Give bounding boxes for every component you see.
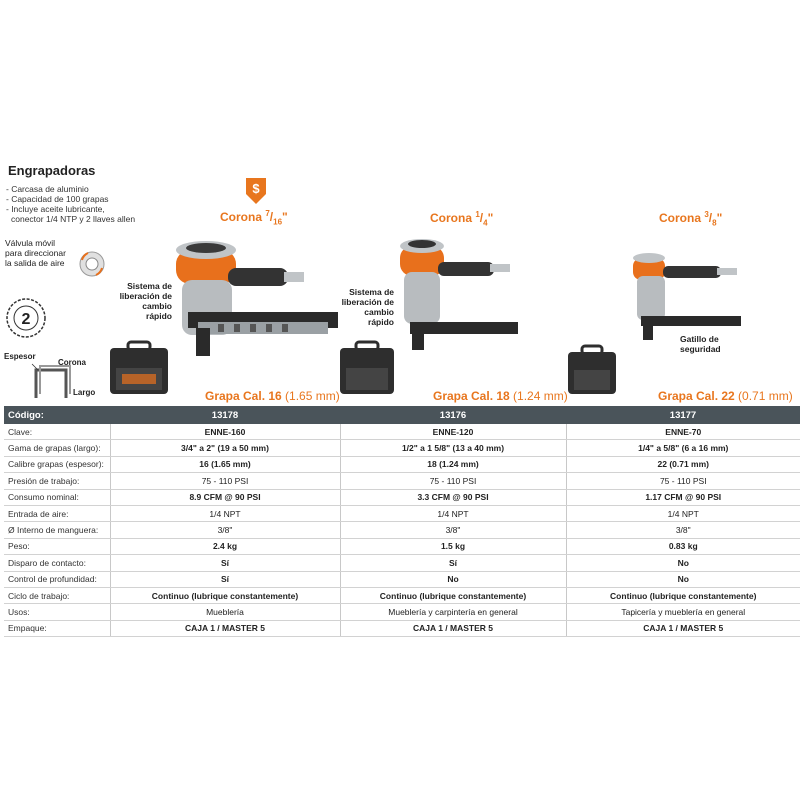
table-header-cell: 13178 <box>110 406 340 424</box>
table-cell: 1/4 NPT <box>110 505 340 521</box>
carrying-case-3-image <box>566 344 618 398</box>
table-header-row <box>4 406 800 424</box>
table-row <box>4 522 800 538</box>
price-tag-icon <box>244 178 268 204</box>
table-cell: 1/4 NPT <box>340 505 566 521</box>
table-cell: ENNE-120 <box>340 424 566 440</box>
table-row <box>4 505 800 521</box>
table-row <box>4 620 800 636</box>
table-cell: 75 - 110 PSI <box>340 473 566 489</box>
table-row <box>4 555 800 571</box>
row-label: Presión de trabajo: <box>4 473 110 489</box>
table-cell: 75 - 110 PSI <box>110 473 340 489</box>
table-cell: 22 (0.71 mm) <box>566 456 800 472</box>
feature-item: - Carcasa de aluminio <box>6 184 89 194</box>
row-label: Usos: <box>4 604 110 620</box>
feature-item: - Capacidad de 100 grapas <box>6 194 109 204</box>
largo-label: Largo <box>73 388 96 397</box>
corona-label-2: Corona $^1/_4$" <box>430 210 494 228</box>
table-cell: Continuo (lubrique constantemente) <box>110 587 340 603</box>
quick-release-note-2: Sistema de liberación de cambio rápido <box>341 287 394 327</box>
row-label: Entrada de aire: <box>4 505 110 521</box>
svg-text:$: $ <box>252 181 260 196</box>
table-cell: 16 (1.65 mm) <box>110 456 340 472</box>
table-cell: Sí <box>110 571 340 587</box>
row-label: Peso: <box>4 538 110 554</box>
valve-note: Válvula móvil para direccionar la salida de aire <box>5 238 66 268</box>
table-cell: 3/8" <box>566 522 800 538</box>
table-row <box>4 473 800 489</box>
table-cell: 2.4 kg <box>110 538 340 554</box>
table-cell: Sí <box>110 555 340 571</box>
row-label: Consumo nominal: <box>4 489 110 505</box>
safety-trigger-note: Gatillo de seguridad <box>680 334 721 354</box>
row-label: Calibre grapas (espesor): <box>4 456 110 472</box>
table-header-cell: Código: <box>4 406 110 424</box>
table-cell: 0.83 kg <box>566 538 800 554</box>
stapler-enne160-image <box>168 230 340 360</box>
spec-table <box>4 406 800 637</box>
feature-list <box>6 184 135 224</box>
corona-label-3: Corona $^3/_8$" <box>659 210 723 228</box>
air-valve-icon <box>78 250 106 278</box>
row-label: Clave: <box>4 424 110 440</box>
table-row <box>4 571 800 587</box>
table-header-cell: 13176 <box>340 406 566 424</box>
corona-label-1: Corona $^7/_{16}$" <box>220 209 288 227</box>
stapler-enne120-image <box>392 232 522 352</box>
warranty-badge-icon <box>5 297 47 339</box>
table-cell: Continuo (lubrique constantemente) <box>566 587 800 603</box>
table-row <box>4 456 800 472</box>
table-cell: ENNE-160 <box>110 424 340 440</box>
table-header-cell: 13177 <box>566 406 800 424</box>
grapa-label-1: Grapa Cal. 16 (1.65 mm) <box>205 389 340 403</box>
table-cell: 1.5 kg <box>340 538 566 554</box>
table-cell: 18 (1.24 mm) <box>340 456 566 472</box>
table-cell: 1.17 CFM @ 90 PSI <box>566 489 800 505</box>
espesor-label: Espesor <box>4 352 36 361</box>
row-label: Control de profundidad: <box>4 571 110 587</box>
feature-item: conector 1/4 NTP y 2 llaves allen <box>11 214 136 224</box>
table-cell: Mueblería <box>110 604 340 620</box>
table-cell: CAJA 1 / MASTER 5 <box>110 620 340 636</box>
table-row <box>4 587 800 603</box>
carrying-case-2-image <box>338 340 396 398</box>
row-label: Ø Interno de manguera: <box>4 522 110 538</box>
page-title: Engrapadoras <box>8 163 96 178</box>
table-cell: Continuo (lubrique constantemente) <box>340 587 566 603</box>
row-label: Empaque: <box>4 620 110 636</box>
table-cell: 3/8" <box>110 522 340 538</box>
table-cell: Tapicería y mueblería en general <box>566 604 800 620</box>
table-cell: ENNE-70 <box>566 424 800 440</box>
table-cell: 3/4" a 2" (19 a 50 mm) <box>110 440 340 456</box>
table-cell: No <box>566 571 800 587</box>
table-cell: No <box>566 555 800 571</box>
carrying-case-1-image <box>108 340 172 398</box>
quick-release-note-1: Sistema de liberación de cambio rápido <box>119 281 172 321</box>
grapa-label-2: Grapa Cal. 18 (1.24 mm) <box>433 389 568 403</box>
table-cell: Sí <box>340 555 566 571</box>
table-row <box>4 604 800 620</box>
table-cell: No <box>340 571 566 587</box>
table-cell: 3/8" <box>340 522 566 538</box>
row-label: Disparo de contacto: <box>4 555 110 571</box>
feature-item: - Incluye aceite lubricante, <box>6 204 105 214</box>
table-cell: 3.3 CFM @ 90 PSI <box>340 489 566 505</box>
table-row <box>4 440 800 456</box>
table-cell: 1/2" a 1 5/8" (13 a 40 mm) <box>340 440 566 456</box>
stapler-enne70-image <box>625 246 745 346</box>
table-cell: CAJA 1 / MASTER 5 <box>566 620 800 636</box>
table-row <box>4 424 800 440</box>
row-label: Gama de grapas (largo): <box>4 440 110 456</box>
svg-text:2: 2 <box>21 311 31 328</box>
row-label: Ciclo de trabajo: <box>4 587 110 603</box>
table-cell: Mueblería y carpintería en general <box>340 604 566 620</box>
staple-diagram-icon <box>30 360 74 400</box>
table-cell: CAJA 1 / MASTER 5 <box>340 620 566 636</box>
table-cell: 8.9 CFM @ 90 PSI <box>110 489 340 505</box>
table-row <box>4 489 800 505</box>
table-cell: 1/4 NPT <box>566 505 800 521</box>
grapa-label-3: Grapa Cal. 22 (0.71 mm) <box>658 389 793 403</box>
table-row <box>4 538 800 554</box>
table-cell: 75 - 110 PSI <box>566 473 800 489</box>
table-cell: 1/4" a 5/8" (6 a 16 mm) <box>566 440 800 456</box>
corona-label: Corona <box>58 358 86 367</box>
